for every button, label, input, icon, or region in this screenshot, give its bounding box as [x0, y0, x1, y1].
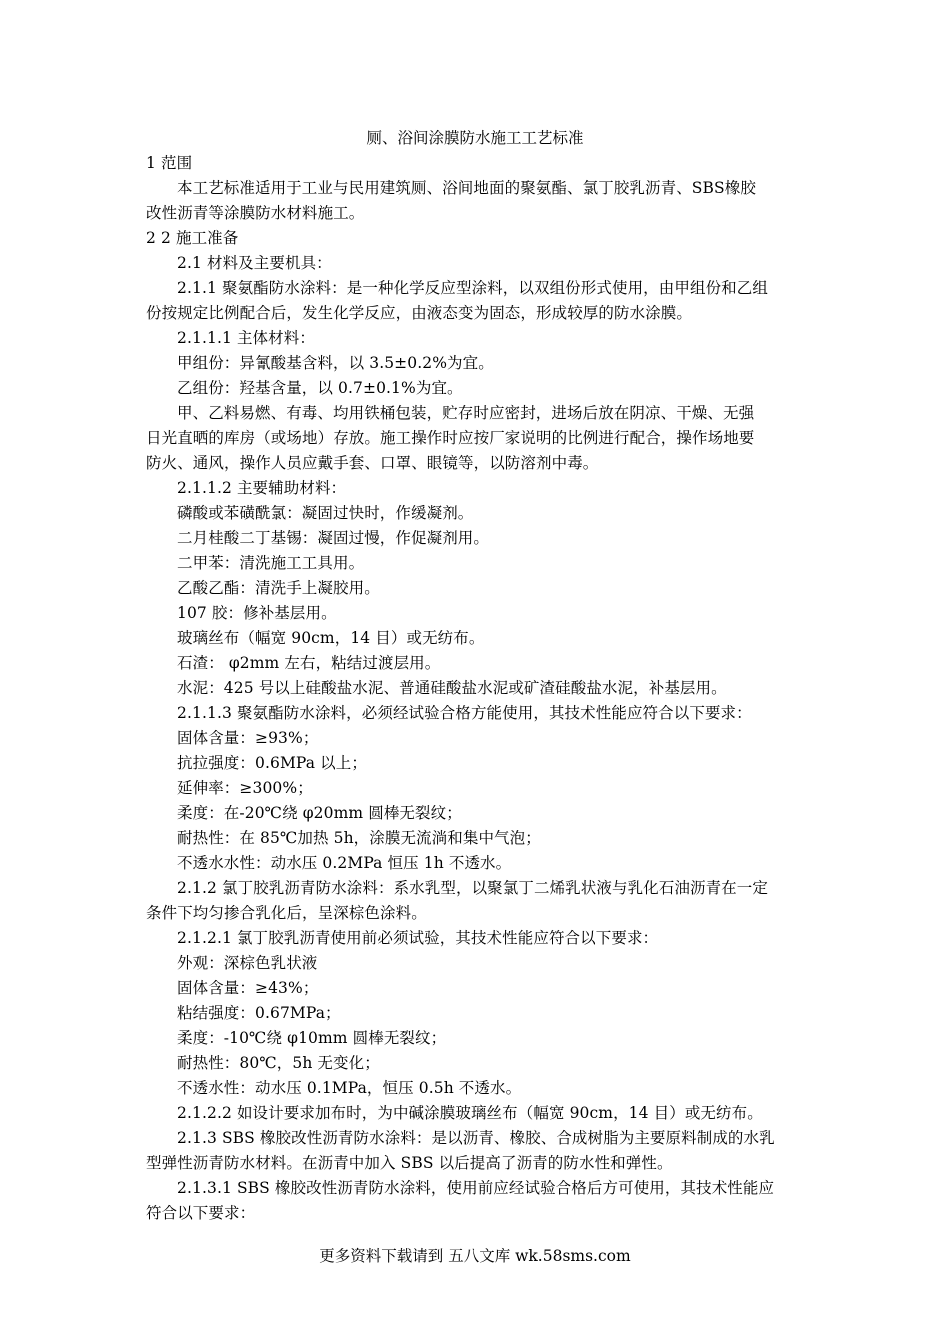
text-line: 不透水水性：动水压 0.2MPa 恒压 1h 不透水。	[177, 854, 512, 872]
text-line: 2.1.2.2 如设计要求加布时，为中碱涂膜玻璃丝布（幅宽 90cm，14 目）或无纺布。	[177, 1104, 763, 1122]
text-line: 2.1.3 SBS 橡胶改性沥青防水涂料：是以沥青、橡胶、合成树脂为主要原料制成的水乳	[177, 1129, 775, 1147]
text-line: 耐热性：80℃，5h 无变化；	[177, 1054, 380, 1072]
text-line: 2.1.3.1 SBS 橡胶改性沥青防水涂料，使用前应经试验合格后方可使用，其技术性能应	[177, 1179, 775, 1197]
text-line: 本工艺标准适用于工业与民用建筑厕、浴间地面的聚氨酯、氯丁胶乳沥青、SBS橡胶	[177, 179, 756, 197]
text-line: 玻璃丝布（幅宽 90cm，14 目）或无纺布。	[177, 629, 485, 647]
text-line: 份按规定比例配合后，发生化学反应，由液态变为固态，形成较厚的防水涂膜。	[146, 304, 693, 322]
text-line: 2 2 施工准备	[146, 229, 239, 247]
text-line: 固体含量：≥43%；	[177, 979, 319, 997]
document-title: 厕、浴间涂膜防水施工工艺标准	[366, 129, 584, 147]
text-line: 不透水性：动水压 0.1MPa，恒压 0.5h 不透水。	[177, 1079, 522, 1097]
text-line: 二月桂酸二丁基锡：凝固过慢，作促凝剂用。	[177, 529, 490, 547]
text-line: 防火、通风，操作人员应戴手套、口罩、眼镜等，以防溶剂中毒。	[146, 454, 599, 472]
text-line: 2.1.1.2 主要辅助材料：	[177, 479, 347, 497]
text-line: 耐热性：在 85℃加热 5h，涂膜无流淌和集中气泡；	[177, 829, 541, 847]
text-line: 粘结强度：0.67MPa；	[177, 1004, 341, 1022]
text-line: 2.1.1.3 聚氨酯防水涂料，必须经试验合格方能使用，其技术性能应符合以下要求：	[177, 704, 752, 722]
text-line: 107 胶：修补基层用。	[177, 604, 337, 622]
text-line: 延伸率：≥300%；	[177, 779, 313, 797]
text-line: 2.1 材料及主要机具：	[177, 254, 332, 272]
text-line: 乙组份：羟基含量，以 0.7±0.1%为宜。	[177, 379, 463, 397]
text-line: 符合以下要求：	[146, 1204, 256, 1222]
text-line: 外观：深棕色乳状液	[177, 954, 318, 972]
text-line: 柔度：-10℃绕 φ10mm 圆棒无裂纹；	[177, 1029, 447, 1047]
footer-link-text: 更多资料下载请到 五八文库 wk.58sms.com	[319, 1247, 631, 1265]
text-line: 条件下均匀掺合乳化后，呈深棕色涂料。	[146, 904, 427, 922]
text-line: 石渣： φ2mm 左右，粘结过渡层用。	[177, 654, 441, 672]
text-line: 日光直晒的库房（或场地）存放。施工操作时应按厂家说明的比例进行配合，操作场地要	[146, 429, 755, 447]
text-line: 磷酸或苯磺酰氯：凝固过快时，作缓凝剂。	[177, 504, 474, 522]
text-line: 乙酸乙酯：清洗手上凝胶用。	[177, 579, 380, 597]
text-line: 柔度：在-20℃绕 φ20mm 圆棒无裂纹；	[177, 804, 462, 822]
text-line: 2.1.1.1 主体材料：	[177, 329, 315, 347]
text-line: 甲、乙料易燃、有毒、均用铁桶包装，贮存时应密封，进场后放在阴凉、干燥、无强	[177, 404, 755, 422]
text-line: 1 范围	[146, 154, 193, 172]
text-line: 水泥：425 号以上硅酸盐水泥、普通硅酸盐水泥或矿渣硅酸盐水泥，补基层用。	[177, 679, 727, 697]
text-line: 2.1.1 聚氨酯防水涂料：是一种化学反应型涂料，以双组份形式使用，由甲组份和乙组	[177, 279, 768, 297]
text-line: 固体含量：≥93%；	[177, 729, 319, 747]
text-line: 改性沥青等涂膜防水材料施工。	[146, 204, 365, 222]
text-line: 2.1.2.1 氯丁胶乳沥青使用前必须试验，其技术性能应符合以下要求：	[177, 929, 659, 947]
text-line: 型弹性沥青防水材料。在沥青中加入 SBS 以后提高了沥青的防水性和弹性。	[146, 1154, 673, 1172]
text-line: 二甲苯：清洗施工工具用。	[177, 554, 365, 572]
text-line: 甲组份：异氰酸基含料，以 3.5±0.2%为宜。	[177, 354, 494, 372]
text-line: 2.1.2 氯丁胶乳沥青防水涂料：系水乳型，以聚氯丁二烯乳状液与乳化石油沥青在一定	[177, 879, 768, 897]
text-line: 抗拉强度：0.6MPa 以上；	[177, 754, 367, 772]
